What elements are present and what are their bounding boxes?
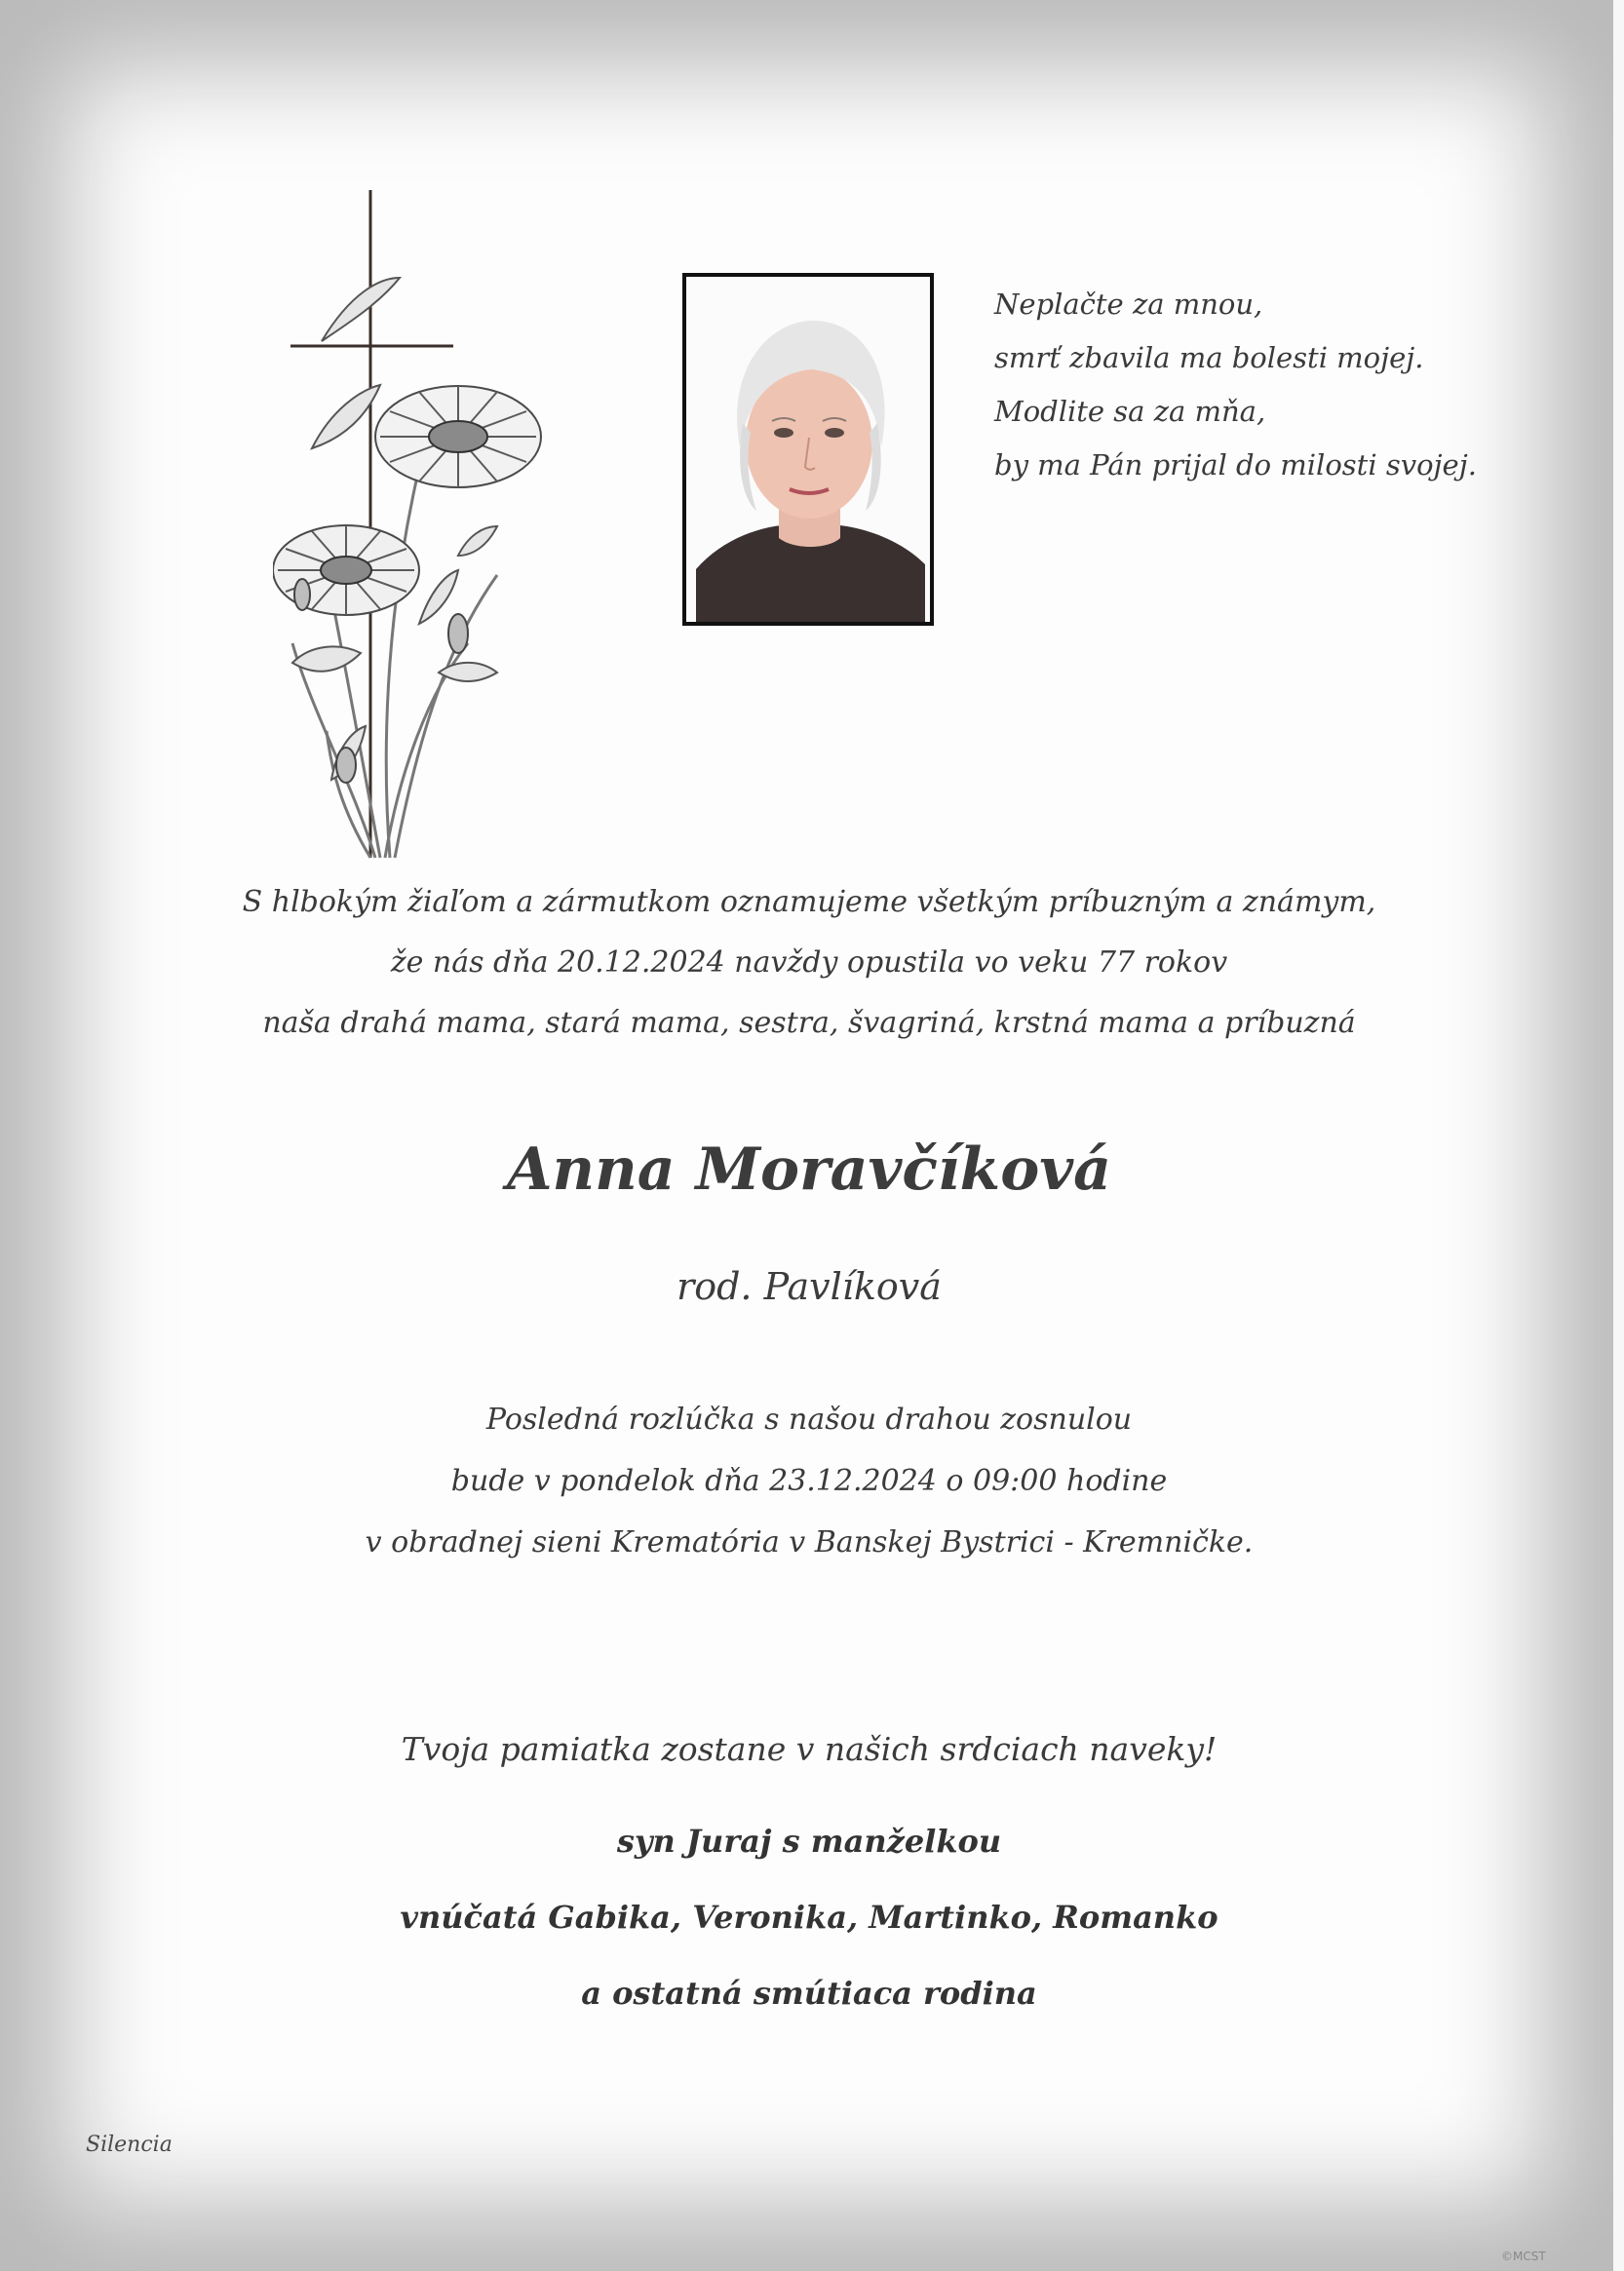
ceremony-line: v obradnej sieni Krematória v Banskej Bystrici - Kremničke. — [365, 1525, 1254, 1559]
verse-line: smrť zbavila ma bolesti mojej. — [994, 341, 1424, 374]
verse-line: Neplačte za mnou, — [994, 288, 1263, 321]
maker-mark: ©MCST — [1501, 2250, 1546, 2263]
announcement-line: S hlbokým žiaľom a zármutkom oznamujeme všetkým príbuzným a známym, — [242, 885, 1376, 919]
deceased-name: Anna Moravčíková — [506, 1136, 1111, 1204]
brand-label: Silencia — [86, 2133, 173, 2157]
portrait-image — [686, 277, 930, 622]
verse-line: Modlite sa za mňa, — [994, 395, 1266, 428]
portrait-photo — [682, 273, 934, 626]
mourner-line: a ostatná smútiaca rodina — [581, 1975, 1037, 2012]
ceremony-line: Posledná rozlúčka s našou drahou zosnulou — [485, 1403, 1133, 1437]
mourner-line: vnúčatá Gabika, Veronika, Martinko, Romanko — [400, 1899, 1218, 1936]
ceremony-line: bude v pondelok dňa 23.12.2024 o 09:00 hodine — [450, 1464, 1168, 1498]
ceremony-info — [136, 1389, 1482, 1573]
verse-line: by ma Pán prijal do milosti svojej. — [994, 448, 1477, 481]
verse — [994, 278, 1482, 492]
mourners — [136, 1803, 1482, 2031]
announcement-line: naša drahá mama, stará mama, sestra, švagriná, krstná mama a príbuzná — [262, 1006, 1356, 1040]
announcement — [136, 872, 1482, 1054]
memory-line: Tvoja pamiatka zostane v našich srdciach naveky! — [401, 1730, 1218, 1768]
page-edge — [1613, 0, 1624, 2271]
announcement-line: že nás dňa 20.12.2024 navždy opustila vo veku 77 rokov — [390, 945, 1228, 980]
mourner-line: syn Juraj s manželkou — [616, 1823, 1002, 1860]
maiden-name: rod. Pavlíková — [677, 1265, 942, 1308]
cross-with-flowers-icon — [273, 185, 565, 867]
